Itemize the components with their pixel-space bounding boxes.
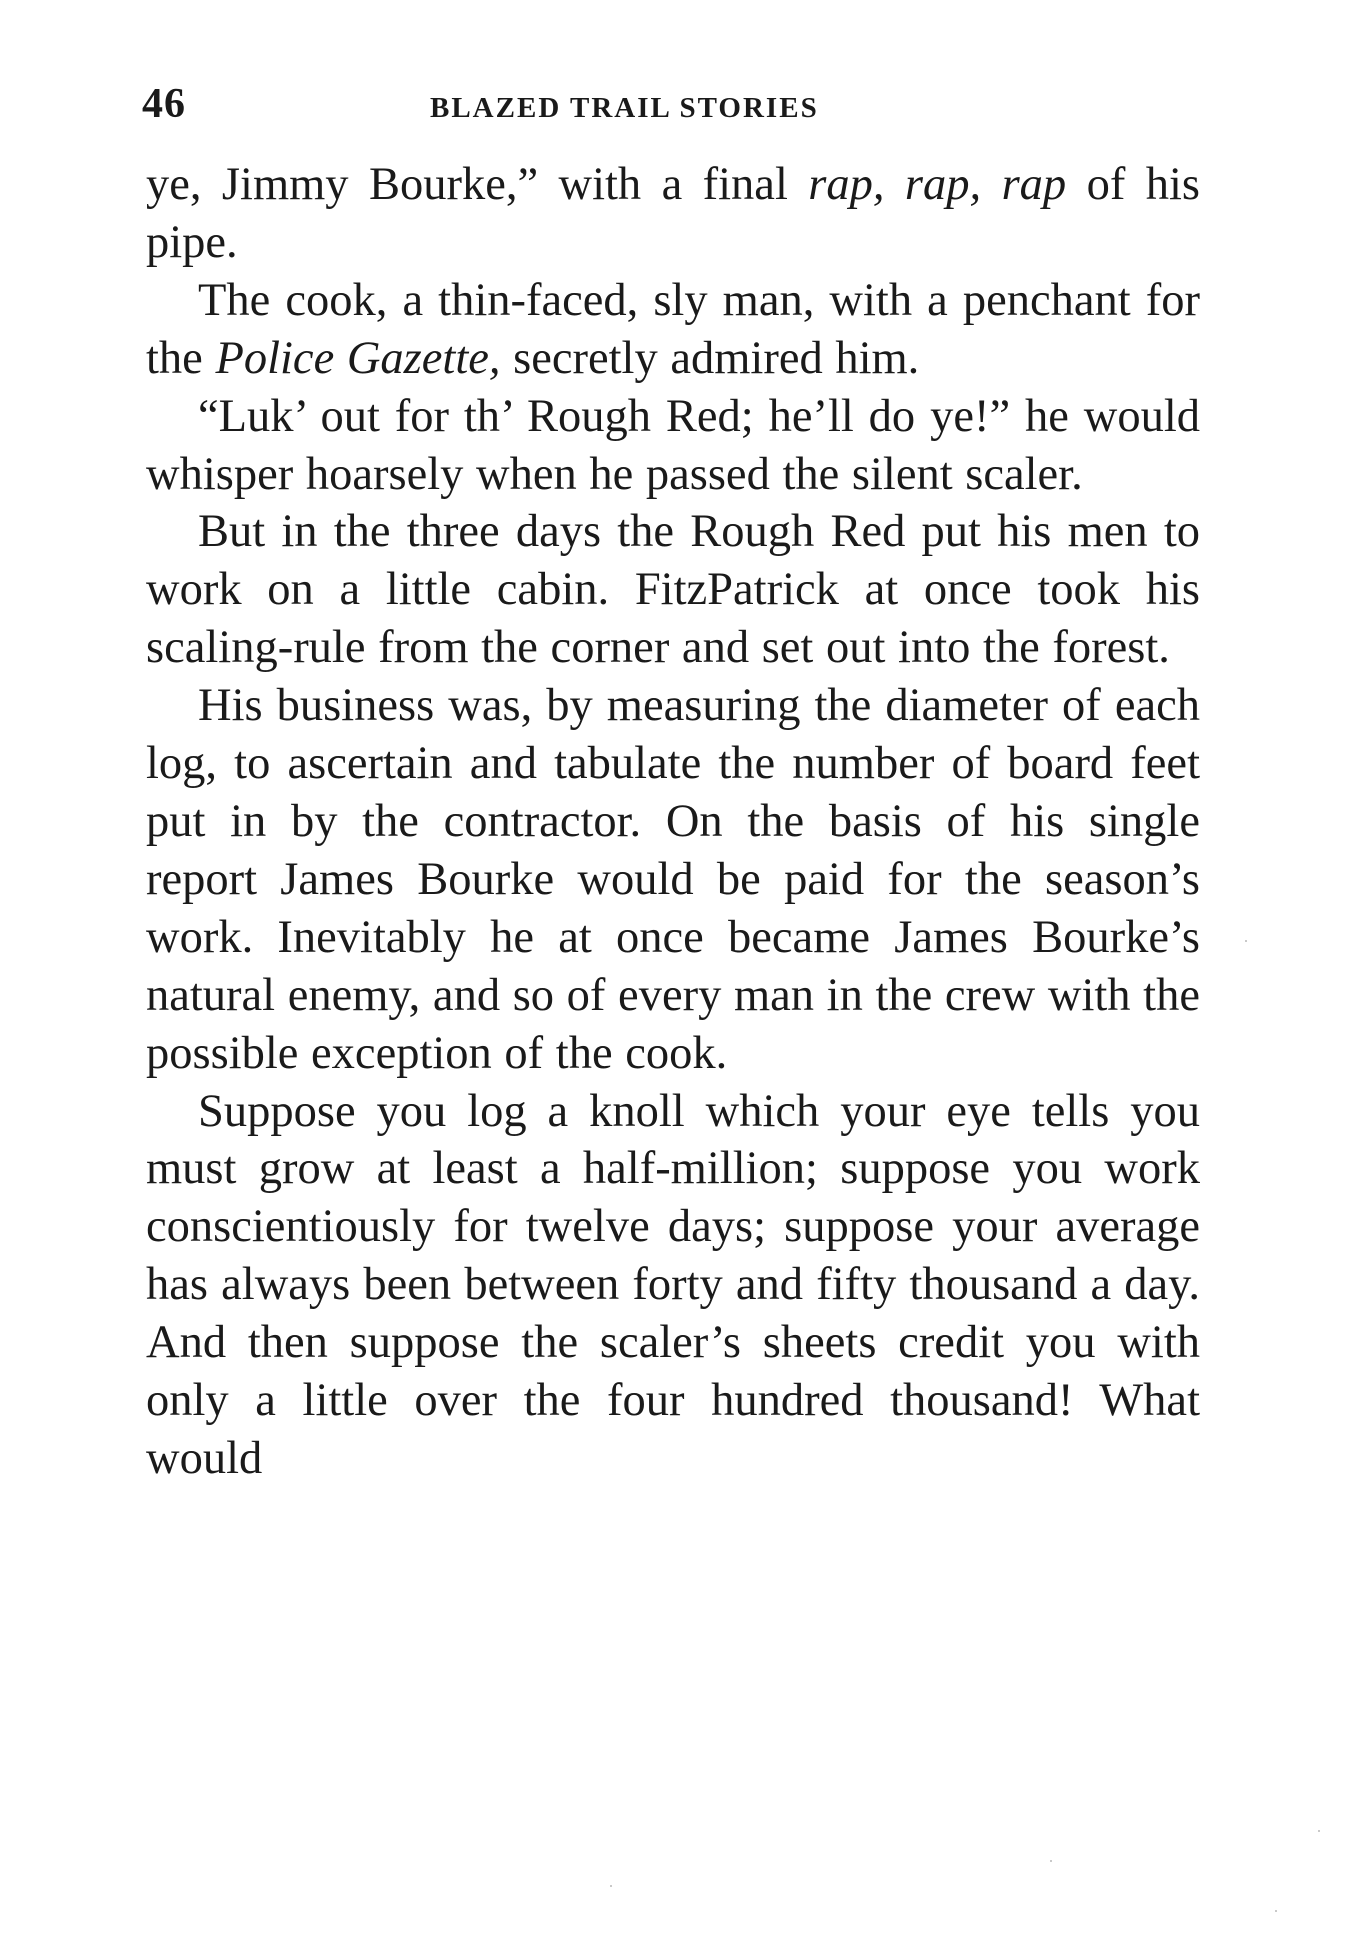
paragraph-1-text-a: ye, Jimmy Bourke,” with a final [146,159,809,210]
scan-speck [1275,1910,1277,1912]
paragraph-2-emphasis: Police Gazette, [215,332,501,384]
scan-speck [1050,1860,1052,1862]
paragraph-2 [146,272,1200,388]
paragraph-2-text-a: The cook, a thin-faced, sly man, with a penchant for the [146,274,1200,384]
running-title: BLAZED TRAIL STORIES [430,92,819,124]
paragraph-4: But in the three days the Rough Red put his men to work on a little cabin. FitzPatrick at once took his scaling-rule from the corner and set out into the forest. [146,506,1200,674]
page-header [140,78,1200,130]
body-text [146,156,1200,1488]
page-number: 46 [142,81,186,127]
scan-speck [610,1885,612,1887]
scan-speck [1318,1830,1320,1832]
paragraph-2-text-b: secretly admired him. [500,332,920,384]
paragraph-5: His business was, by measuring the diameter of each log, to ascertain and tabulate the number of board feet put in by the contractor. On the basis of his single report James Bourke would be paid for the season’s work. Inevitably he at once became James Bourke’s natural enemy, and so of every man in the crew with the possible exception of the cook. [146,680,1200,1079]
paragraph-1-text-b: of his pipe. [146,159,1201,268]
paragraph-1 [146,156,1200,272]
paragraph-6: Suppose you log a knoll which your eye tells you must grow at least a half-million; suppose you work conscientiously for twelve days; suppose your average has always been between forty and fifty thousand a day. And then suppose the scaler’s sheets credit you with only a little over the four hundred thousand! What would [146,1085,1200,1484]
scan-speck [1245,940,1247,942]
paragraph-1-emphasis: rap, rap, rap [808,159,1067,210]
paragraph-3: “Luk’ out for th’ Rough Red; he’ll do ye!” he would whisper hoarsely when he passed the silent scaler. [146,390,1200,500]
